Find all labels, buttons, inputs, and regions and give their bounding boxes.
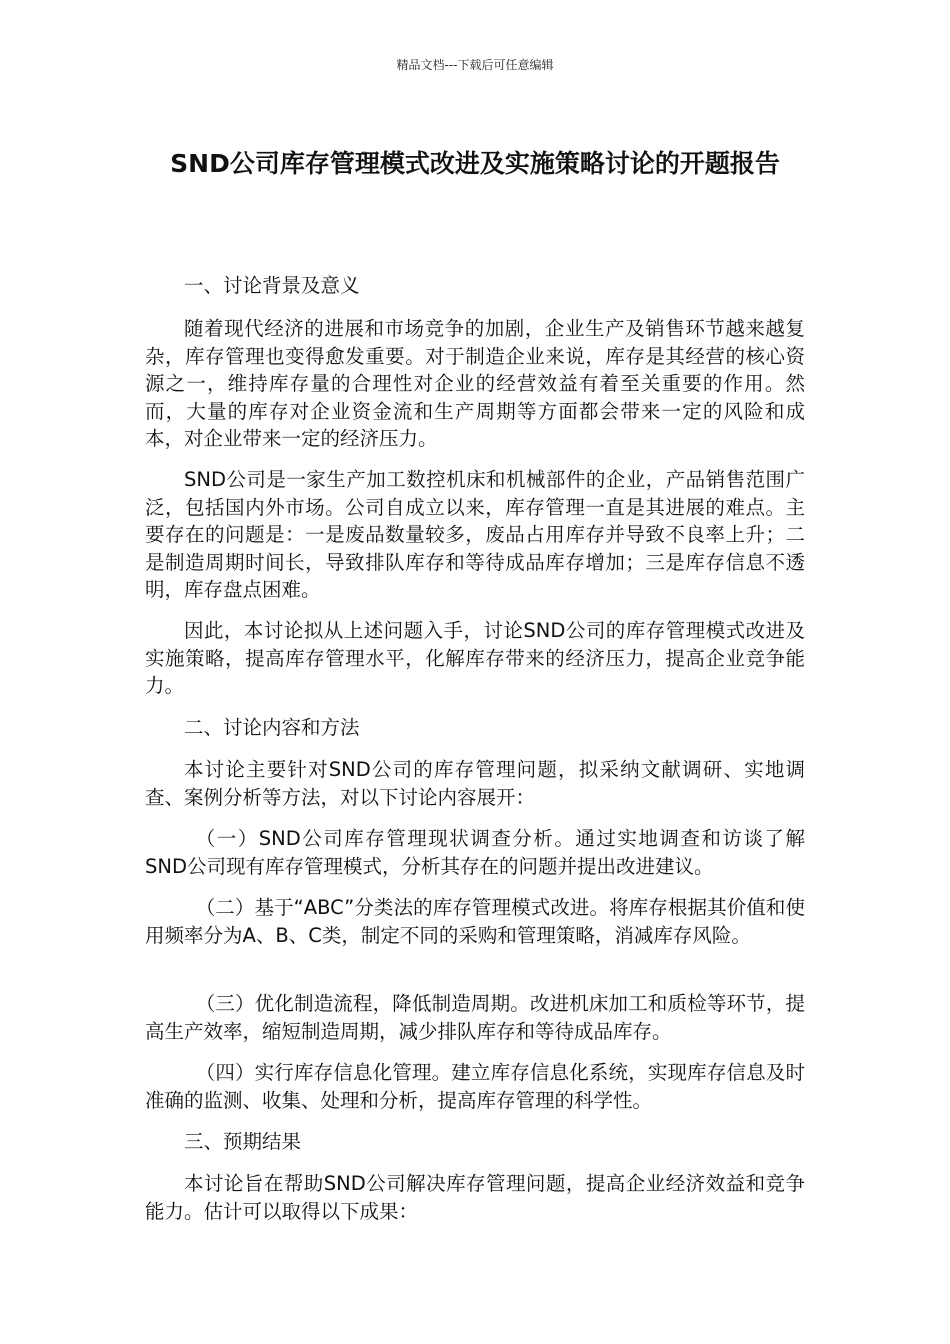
- page-header: 精品文档---下载后可任意编辑: [396, 58, 554, 72]
- section-1-paragraph-3: 因此，本讨论拟从上述问题入手，讨论SND公司的库存管理模式改进及实施策略，提高库存管理水平，化解库存带来的经济压力，提高企业竞争能力。: [145, 619, 805, 697]
- section-1-paragraph-1: 随着现代经济的进展和市场竞争的加剧，企业生产及销售环节越来越复杂，库存管理也变得愈发重要。对于制造企业来说，库存是其经营的核心资源之一，维持库存量的合理性对企业的经营效益有着至关重要的作用。然而，大量的库存对企业资金流和生产周期等方面都会带来一定的风险和成本，对企业带来一定的经济压力。: [145, 317, 805, 450]
- section-3-heading: 三、预期结果: [184, 1130, 302, 1153]
- document-title: SND公司库存管理模式改进及实施策略讨论的开题报告: [170, 149, 780, 178]
- section-2-paragraph-1: 本讨论主要针对SND公司的库存管理问题，拟采纳文献调研、实地调查、案例分析等方法，对以下讨论内容展开：: [145, 758, 805, 809]
- section-2-item-3: （三）优化制造流程，降低制造周期。改进机床加工和质检等环节，提高生产效率，缩短制造周期，减少排队库存和等待成品库存。: [145, 992, 805, 1043]
- section-1-heading: 一、讨论背景及意义: [184, 274, 360, 297]
- section-2-heading: 二、讨论内容和方法: [184, 716, 360, 739]
- section-2-item-2: （二）基于“ABC”分类法的库存管理模式改进。将库存根据其价值和使用频率分为A、B、C类，制定不同的采购和管理策略，消减库存风险。: [145, 896, 805, 947]
- section-3-paragraph-1: 本讨论旨在帮助SND公司解决库存管理问题，提高企业经济效益和竞争能力。估计可以取得以下成果：: [145, 1172, 805, 1223]
- section-1-paragraph-2: SND公司是一家生产加工数控机床和机械部件的企业，产品销售范围广泛，包括国内外市场。公司自成立以来，库存管理一直是其进展的难点。主要存在的问题是：一是废品数量较多，废品占用库存并导致不良率上升；二是制造周期时间长，导致排队库存和等待成品库存增加；三是库存信息不透明，库存盘点困难。: [145, 468, 805, 601]
- section-2-item-1: （一）SND公司库存管理现状调查分析。通过实地调查和访谈了解SND公司现有库存管理模式，分析其存在的问题并提出改进建议。: [145, 827, 805, 878]
- section-2-item-4: （四）实行库存信息化管理。建立库存信息化系统，实现库存信息及时准确的监测、收集、处理和分析，提高库存管理的科学性。: [145, 1061, 805, 1112]
